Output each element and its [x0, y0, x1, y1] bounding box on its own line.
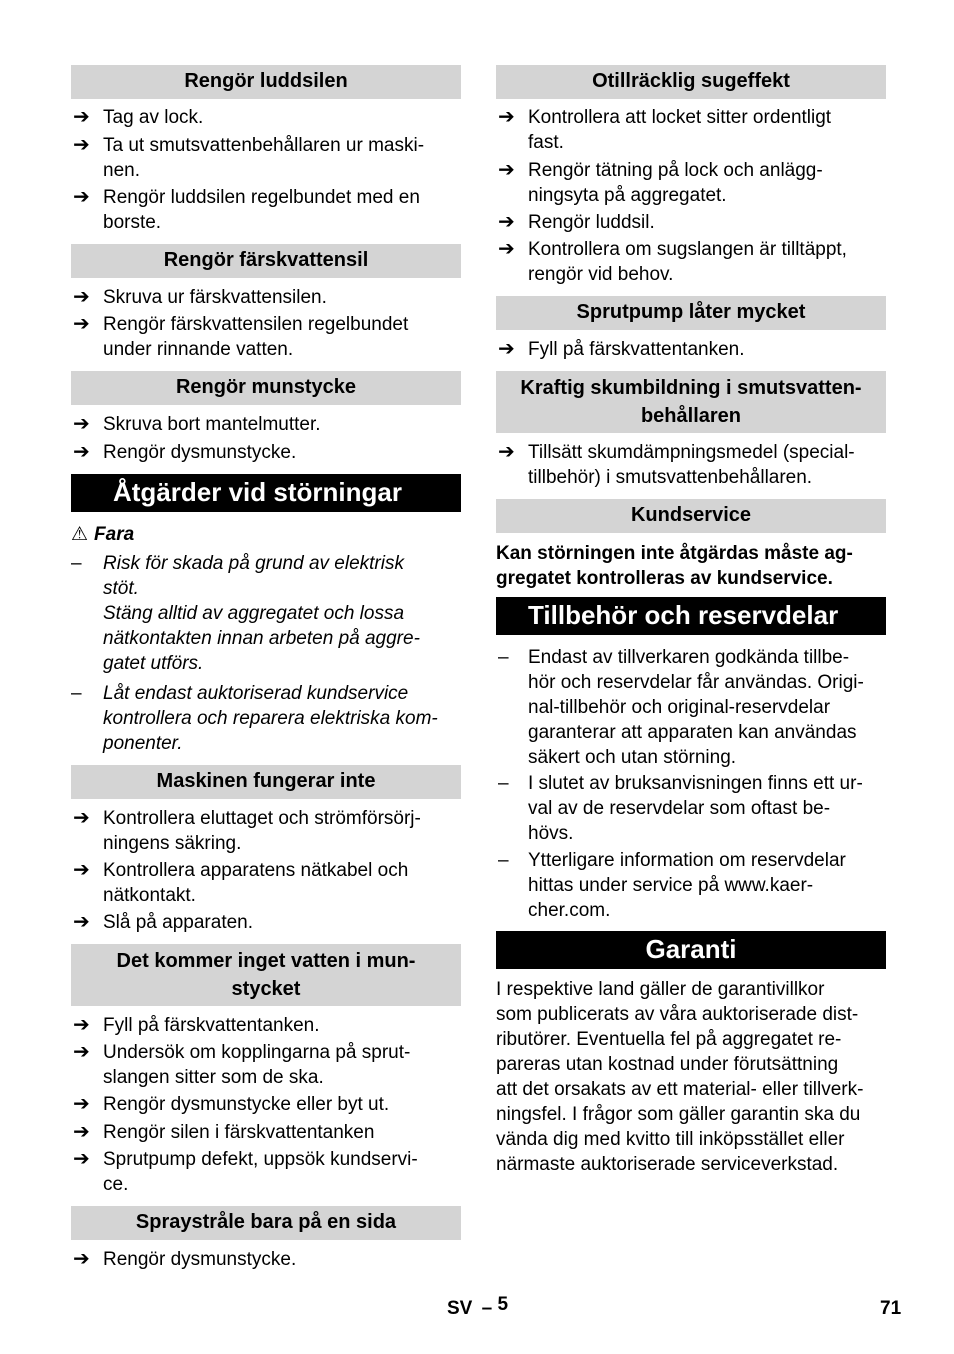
list-item: Ytterligare information om reservdelar hittas under service på www.kaer- cher.com.	[528, 850, 846, 921]
chapter-heading-tillbehor: Tillbehör och reservdelar	[496, 597, 886, 635]
list-item: Fyll på färskvattentanken.	[103, 1015, 320, 1036]
arrow-icon: ➔	[498, 441, 515, 463]
garanti-text: I respektive land gäller de garantivillkor som publicerats av våra auktoriserade dist- ributörer. Eventuella fel på aggregatet re- pareras utan kostnad under förutsättning att det orsakats av ett material- eller tillverk- ningsfel. I frågor som gäller garantin ska du vända dig med kvitto till inköpsstället eller närmaste auktoriserade serviceverkstad.	[496, 979, 864, 1175]
list-item: Skruva ur färskvattensilen.	[103, 287, 327, 308]
warning-label: ⚠ Fara	[71, 524, 135, 545]
dash-marker: –	[498, 850, 509, 871]
arrow-icon: ➔	[73, 1121, 90, 1143]
dash-marker: –	[498, 773, 509, 794]
arrow-icon: ➔	[498, 159, 515, 181]
dash-marker: –	[71, 553, 82, 574]
list-item: Fyll på färskvattentanken.	[528, 339, 745, 360]
section-heading-rengor-luddsilen: Rengör luddsilen	[71, 65, 461, 99]
list-item: Rengör tätning på lock och anlägg- ningsyta på aggregatet.	[528, 160, 823, 206]
section-heading-rengor-munstycke: Rengör munstycke	[71, 371, 461, 405]
list-item: Kontrollera eluttaget och strömförsörj- ningens säkring.	[103, 808, 421, 854]
list-item: I slutet av bruksanvisningen finns ett ur- val av de reservdelar som oftast be- hövs.	[528, 773, 863, 844]
list-item: Slå på apparaten.	[103, 912, 254, 933]
arrow-icon: ➔	[498, 211, 515, 233]
arrow-icon: ➔	[73, 1148, 90, 1170]
section-heading-otillracklig: Otillräcklig sugeffekt	[496, 65, 886, 99]
arrow-icon: ➔	[73, 186, 90, 208]
section-heading-skumbildning: Kraftig skumbildning i smutsvatten- behållaren	[496, 371, 886, 433]
section-heading-spraystrale: Spraystråle bara på en sida	[71, 1206, 461, 1240]
arrow-icon: ➔	[73, 134, 90, 156]
warning-item: Risk för skada på grund av elektrisk stöt. Stäng alltid av aggregatet och lossa nätkontakten innan arbeten på aggre- gatet utförs.	[103, 553, 420, 674]
arrow-icon: ➔	[73, 911, 90, 933]
list-item: Rengör silen i färskvattentanken	[103, 1122, 375, 1143]
dash-marker: –	[71, 683, 82, 704]
arrow-icon: ➔	[73, 313, 90, 335]
section-heading-sprutpump: Sprutpump låter mycket	[496, 296, 886, 330]
arrow-icon: ➔	[73, 1041, 90, 1063]
footer-lang: SV – 5	[447, 1294, 509, 1319]
page-number: 71	[880, 1298, 902, 1319]
kundservice-text: Kan störningen inte åtgärdas måste ag- gregatet kontrolleras av kundservice.	[496, 543, 853, 589]
list-item: Ta ut smutsvattenbehållaren ur maski- nen.	[103, 135, 425, 181]
list-item: Kontrollera att locket sitter ordentligt fast.	[528, 107, 832, 153]
section-heading-rengor-farskvattensil: Rengör färskvattensil	[71, 244, 461, 278]
list-item: Undersök om kopplingarna på sprut- slangen sitter som de ska.	[103, 1042, 411, 1088]
list-item: Sprutpump defekt, uppsök kundservi- ce.	[103, 1149, 418, 1195]
arrow-icon: ➔	[73, 807, 90, 829]
arrow-icon: ➔	[73, 441, 90, 463]
chapter-heading-garanti: Garanti	[496, 931, 886, 969]
arrow-icon: ➔	[73, 1014, 90, 1036]
arrow-icon: ➔	[73, 859, 90, 881]
warning-icon: ⚠	[71, 524, 89, 545]
list-item: Rengör färskvattensilen regelbundet under rinnande vatten.	[103, 314, 409, 360]
list-item: Endast av tillverkaren godkända tillbe- hör och reservdelar får användas. Origi- nal-tillbehör och original-reservdelar garanterar att apparaten kan användas säkert och utan störning.	[528, 647, 864, 768]
arrow-icon: ➔	[73, 1093, 90, 1115]
list-item: Skruva bort mantelmutter.	[103, 414, 321, 435]
arrow-icon: ➔	[73, 106, 90, 128]
list-item: Rengör dysmunstycke eller byt ut.	[103, 1094, 390, 1115]
list-item: Kontrollera om sugslangen är tilltäppt, rengör vid behov.	[528, 239, 847, 285]
list-item: Rengör luddsil.	[528, 212, 655, 233]
chapter-heading-atgarder: Åtgärder vid störningar	[71, 474, 461, 512]
list-item: Rengör dysmunstycke.	[103, 1249, 297, 1270]
section-heading-inget-vatten: Det kommer inget vatten i mun- stycket	[71, 944, 461, 1006]
section-heading-maskinen: Maskinen fungerar inte	[71, 765, 461, 799]
arrow-icon: ➔	[73, 413, 90, 435]
warning-item: Låt endast auktoriserad kundservice kontrollera och reparera elektriska kom- ponenter.	[103, 683, 438, 754]
arrow-icon: ➔	[498, 238, 515, 260]
arrow-icon: ➔	[498, 338, 515, 360]
section-heading-kundservice: Kundservice	[496, 499, 886, 533]
arrow-icon: ➔	[498, 106, 515, 128]
list-item: Kontrollera apparatens nätkabel och nätkontakt.	[103, 860, 409, 906]
arrow-icon: ➔	[73, 286, 90, 308]
list-item: Tillsätt skumdämpningsmedel (special- tillbehör) i smutsvattenbehållaren.	[528, 442, 855, 488]
list-item: Rengör luddsilen regelbundet med en borste.	[103, 187, 420, 233]
list-item: Tag av lock.	[103, 107, 204, 128]
list-item: Rengör dysmunstycke.	[103, 442, 297, 463]
arrow-icon: ➔	[73, 1248, 90, 1270]
dash-marker: –	[498, 647, 509, 668]
